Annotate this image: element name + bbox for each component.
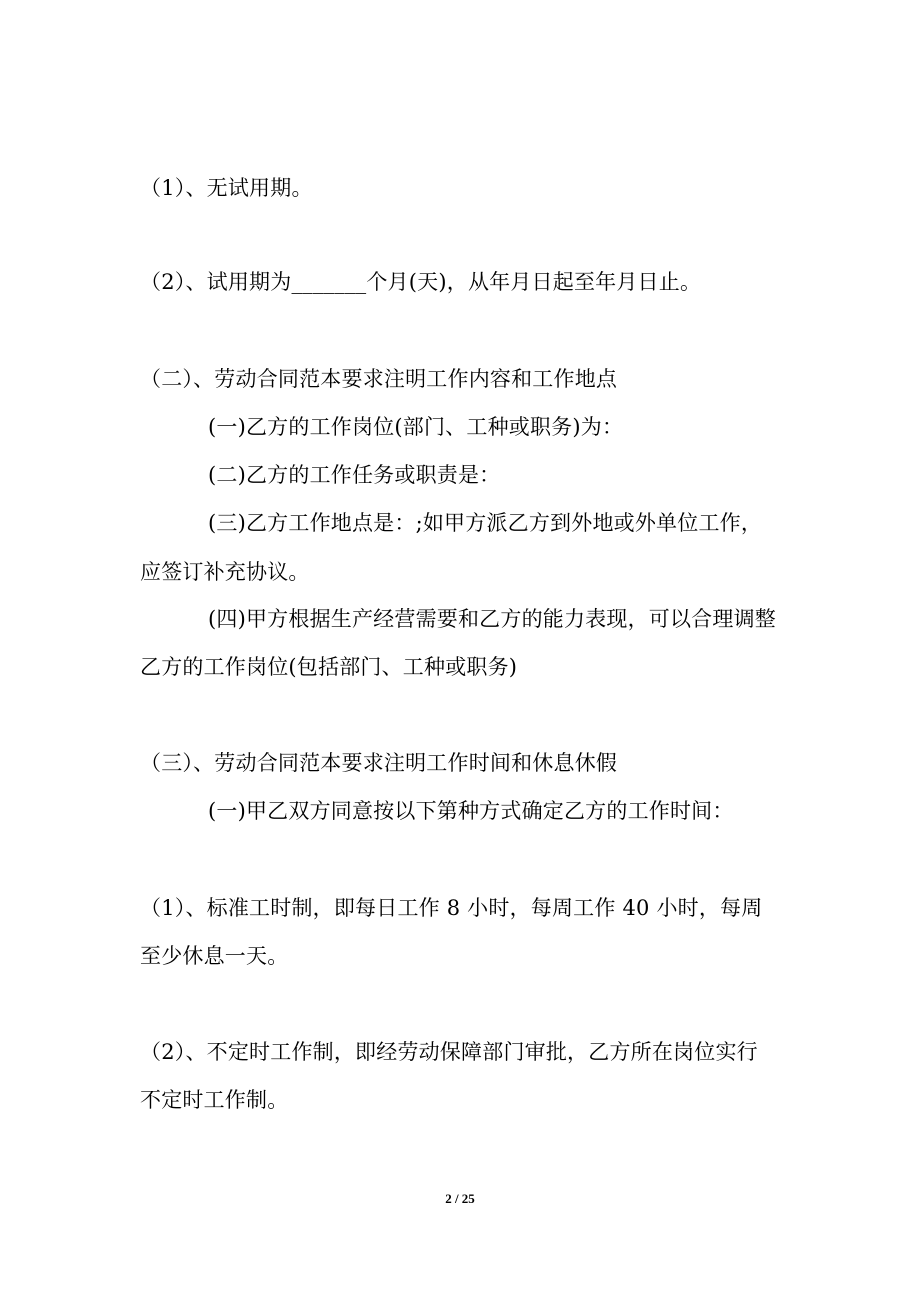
text-line-position-detail: 乙方的工作岗位(包括部门、工种或职务) [140, 655, 518, 679]
text-line-probation-period: （2）、试用期为_______个月(天)，从年月日起至年月日止。 [140, 270, 702, 294]
text-line-adjust-position: (四)甲方根据生产经营需要和乙方的能力表现，可以合理调整 [208, 607, 776, 631]
text-line-supplementary-agreement: 应签订补充协议。 [140, 560, 310, 584]
text-line-flexible-hours: （2）、不定时工作制，即经劳动保障部门审批，乙方所在岗位实行 [140, 1040, 758, 1064]
text-line-work-position: (一)乙方的工作岗位(部门、工种或职务)为： [208, 415, 624, 439]
text-line-work-duties: (二)乙方的工作任务或职责是： [208, 463, 501, 487]
heading-work-content-location: （二）、劳动合同范本要求注明工作内容和工作地点 [140, 367, 618, 391]
text-line-no-probation: （1）、无试用期。 [140, 176, 313, 200]
text-line-rest-day: 至少休息一天。 [140, 944, 289, 968]
heading-work-hours-rest: （三）、劳动合同范本要求注明工作时间和休息休假 [140, 751, 618, 775]
page-number: 2 / 25 [445, 1191, 475, 1206]
text-line-flexible-hours-cont: 不定时工作制。 [140, 1088, 289, 1112]
text-line-work-location: (三)乙方工作地点是：;如甲方派乙方到外地或外单位工作， [208, 511, 763, 535]
text-line-work-time-method: (一)甲乙双方同意按以下第种方式确定乙方的工作时间： [208, 799, 734, 823]
text-line-standard-hours: （1）、标准工时制，即每日工作 8 小时，每周工作 40 小时，每周 [140, 896, 763, 920]
